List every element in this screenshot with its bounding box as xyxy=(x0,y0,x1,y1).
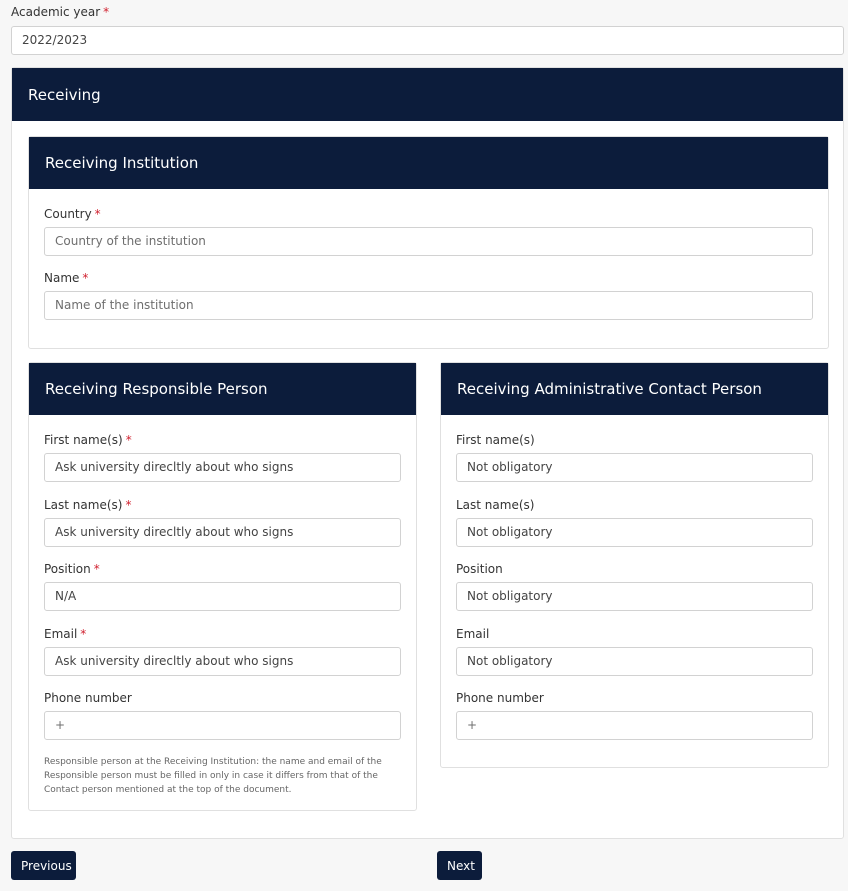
admin-email-input[interactable]: Not obligatory xyxy=(456,647,813,676)
required-marker: * xyxy=(103,5,110,19)
academic-year-field[interactable]: 2022/2023 xyxy=(11,26,844,55)
responsible-last-name-input[interactable]: Ask university direcltly about who signs xyxy=(44,518,401,547)
previous-button[interactable]: Previous xyxy=(11,851,76,880)
admin-contact-header: Receiving Administrative Contact Person xyxy=(441,363,828,415)
responsible-email-group xyxy=(44,627,401,676)
admin-first-name-input[interactable]: Not obligatory xyxy=(456,453,813,482)
admin-last-name-label: Last name(s) xyxy=(456,498,535,512)
admin-contact-card xyxy=(440,362,829,768)
country-field-group xyxy=(44,207,813,256)
institution-name-field-group xyxy=(44,271,813,320)
institution-name-input[interactable]: Name of the institution xyxy=(44,291,813,320)
receiving-section xyxy=(11,67,844,839)
receiving-institution-header: Receiving Institution xyxy=(29,137,828,189)
responsible-position-input[interactable]: N/A xyxy=(44,582,401,611)
required-marker: * xyxy=(94,207,101,221)
required-marker: * xyxy=(125,498,132,512)
responsible-person-header: Receiving Responsible Person xyxy=(29,363,416,415)
country-input[interactable]: Country of the institution xyxy=(44,227,813,256)
required-marker: * xyxy=(80,627,87,641)
responsible-phone-label: Phone number xyxy=(44,691,132,705)
admin-first-name-group xyxy=(456,433,813,482)
next-button[interactable]: Next xyxy=(437,851,482,880)
receiving-header: Receiving xyxy=(12,68,843,121)
admin-first-name-label: First name(s) xyxy=(456,433,535,447)
responsible-phone-input[interactable]: + xyxy=(44,711,401,740)
responsible-person-card xyxy=(28,362,417,811)
admin-last-name-group xyxy=(456,498,813,547)
responsible-first-name-group xyxy=(44,433,401,482)
responsible-email-input[interactable]: Ask university direcltly about who signs xyxy=(44,647,401,676)
responsible-person-note: Responsible person at the Receiving Institution: the name and email of the Responsible person must be filled in only in case it differs from that of the Contact person mentioned at the top of the document. xyxy=(44,757,382,795)
admin-email-group xyxy=(456,627,813,676)
responsible-position-label: Position * xyxy=(44,562,100,576)
admin-position-label: Position xyxy=(456,562,503,576)
admin-email-label: Email xyxy=(456,627,490,641)
country-label: Country * xyxy=(44,207,101,221)
responsible-email-label: Email * xyxy=(44,627,87,641)
required-marker: * xyxy=(93,562,100,576)
admin-phone-input[interactable]: + xyxy=(456,711,813,740)
admin-phone-group xyxy=(456,691,813,740)
required-marker: * xyxy=(82,271,89,285)
responsible-position-group xyxy=(44,562,401,611)
admin-phone-label: Phone number xyxy=(456,691,544,705)
admin-last-name-input[interactable]: Not obligatory xyxy=(456,518,813,547)
admin-position-input[interactable]: Not obligatory xyxy=(456,582,813,611)
admin-position-group xyxy=(456,562,813,611)
responsible-last-name-group xyxy=(44,498,401,547)
responsible-phone-group xyxy=(44,691,401,740)
responsible-last-name-label: Last name(s) * xyxy=(44,498,132,512)
responsible-first-name-label: First name(s) * xyxy=(44,433,132,447)
academic-year-label: Academic year * xyxy=(11,5,110,19)
responsible-first-name-input[interactable]: Ask university direcltly about who signs xyxy=(44,453,401,482)
required-marker: * xyxy=(125,433,132,447)
receiving-institution-card xyxy=(28,136,829,349)
institution-name-label: Name * xyxy=(44,271,89,285)
